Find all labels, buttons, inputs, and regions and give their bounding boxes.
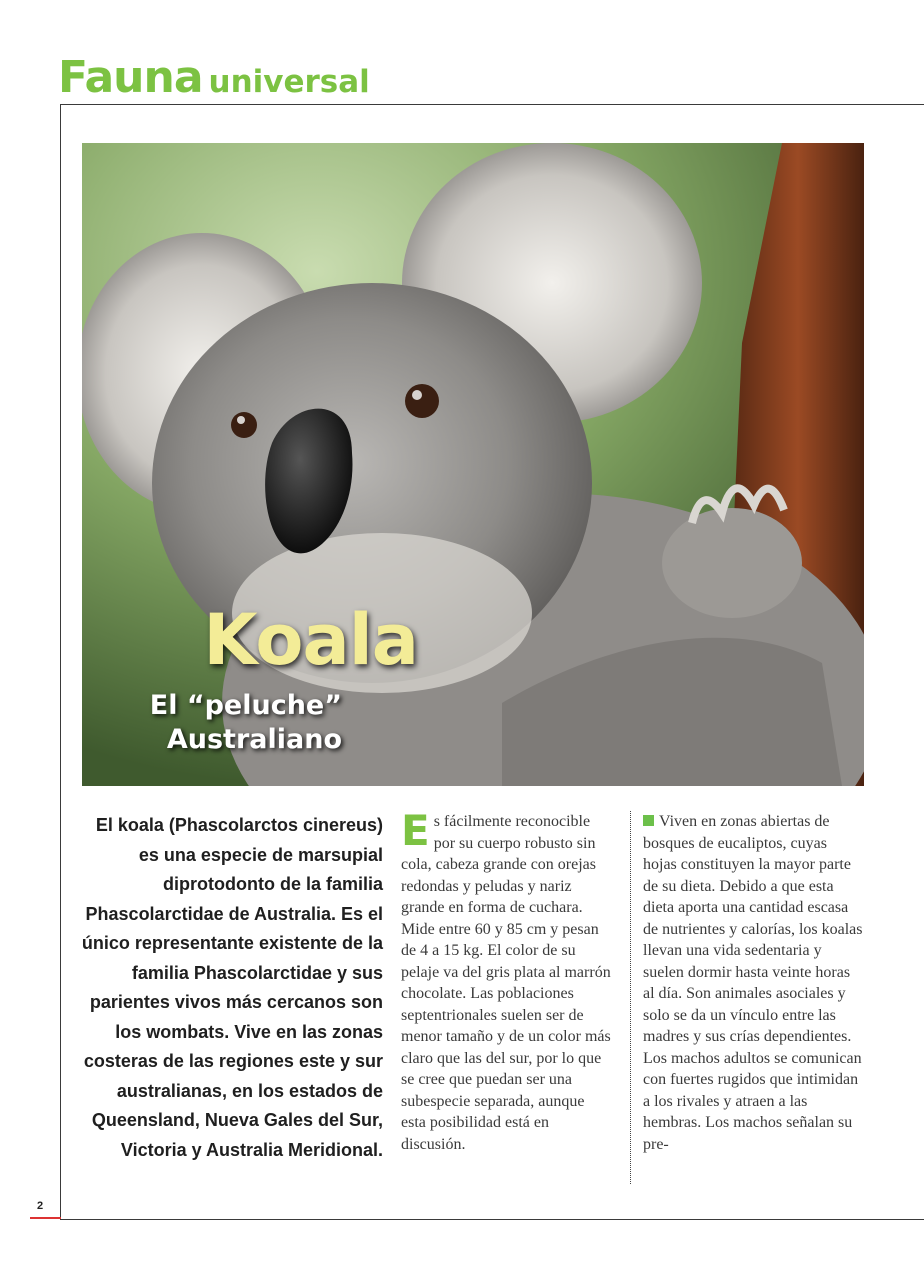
page-number-rule <box>30 1217 61 1219</box>
article-subtitle-line1: El “peluche” <box>149 690 342 721</box>
square-bullet-icon <box>643 815 654 826</box>
article-title: Koala <box>203 599 418 681</box>
body-column-3-text: Viven en zonas abiertas de bosques de eucaliptos, cuyas hojas constituyen la mayor parte de su dieta. Debido a que esta dieta aporta una cantidad escasa de nutrientes y calorías, los koalas llevan una vida sedentaria y suelen dormir hasta veinte horas al día. Son animales asociales y solo se da un vínculo entre las madres y sus crías dependientes. Los machos adultos se comunican con fuertes rugidos que intimidan a los rivales y atraen a las hembras. Los machos señalan su pre- <box>643 813 863 1153</box>
section-title <box>58 52 370 103</box>
drop-cap: E <box>401 806 430 855</box>
body-column-2 <box>401 806 613 1155</box>
column-divider <box>630 811 631 1184</box>
lead-paragraph: El koala (Phascolarctos cinereus) es una especie de marsupial diprotodonto de la familia Phascolarctidae de Australia. Es el único representante existente de la familia Phascolarctidae y sus parientes vivos más cercanos son los wombats. Vive en las zonas costeras de las regiones este y sur australianas, en los estados de Queensland, Nueva Gales del Sur, Victoria y Australia Meridional. <box>81 815 383 1160</box>
body-column-2-text: s fácilmente reconocible por su cuerpo robusto sin cola, cabeza grande con orejas redondas y peludas y nariz grande en forma de cuchara. Mide entre 60 y 85 cm y pesan de 4 a 15 kg. El color de su pelaje va del gris plata al marrón chocolate. Las poblaciones septentrionales suelen ser de menor tamaño y de un color más claro que las del sur, por lo que se cree que puedan ser una subespecie separada, aunque esta posibilidad está en discusión. <box>401 813 611 1153</box>
body-column-3 <box>643 811 863 1155</box>
article-subtitle <box>102 689 342 757</box>
section-title-secondary: universal <box>208 64 370 100</box>
page-number: 2 <box>37 1200 44 1212</box>
section-title-main: Fauna <box>58 52 203 103</box>
article-subtitle-line2: Australiano <box>166 724 342 755</box>
koala-photo <box>82 143 864 786</box>
